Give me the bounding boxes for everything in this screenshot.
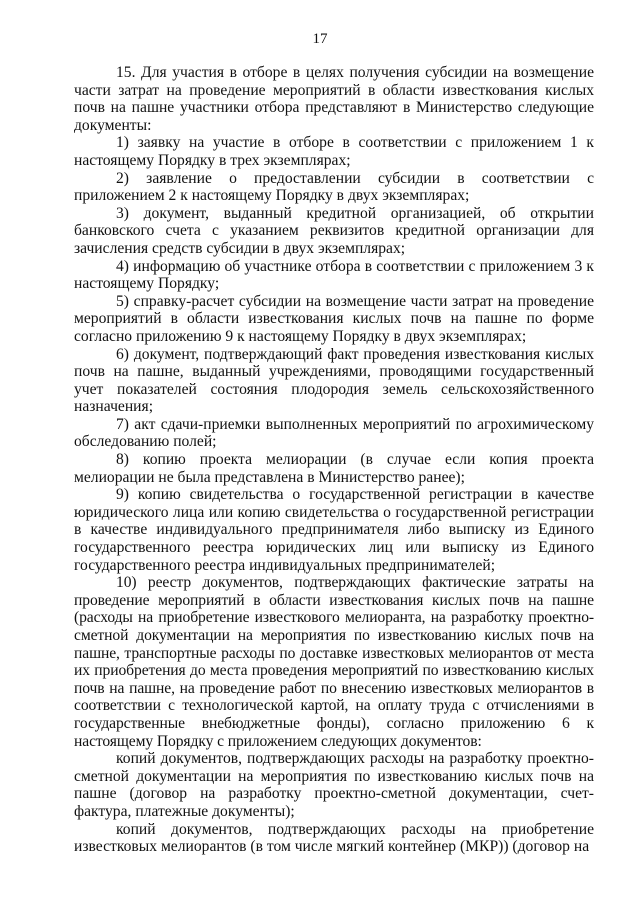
list-item-3: 3) документ, выданный кредитной организацией, об открытии банковского счета с указанием реквизитов кредитной организации для зачисления средств субсидии в двух экземплярах; (74, 204, 594, 257)
list-item-2: 2) заявление о предоставлении субсидии в соответствии с приложением 2 к настоящему Порядку в двух экземплярах; (74, 169, 594, 205)
list-item-6: 6) документ, подтверждающий факт проведения известкования кислых почв на пашне, выданный учреждениями, проводящими государственный учет показателей состояния плодородия земель сельскохозяйственного назначения; (74, 345, 594, 416)
paragraph-15-intro: 15. Для участия в отборе в целях получения субсидии на возмещение части затрат на проведение мероприятий в области известкования кислых почв на пашне участники отбора представляют в Министерство следующие документы: (74, 64, 594, 134)
list-item-8: 8) копию проекта мелиорации (в случае если копия проекта мелиорации не была представлена в Министерство ранее); (74, 451, 594, 486)
sub-item-design-docs: копий документов, подтверждающих расходы на разработку проектно-сметной документации на мероприятия по известкованию кислых почв на пашне (договор на разработку проектно-сметной документации, счет-фактура, платежные документы); (74, 750, 594, 820)
list-item-1: 1) заявку на участие в отборе в соответствии с приложением 1 к настоящему Порядку в трех экземплярах; (74, 134, 594, 169)
list-item-10: 10) реестр документов, подтверждающих фактические затраты на проведение мероприятий в области известкования кислых почв на пашне (расходы на приобретение известкового мелиоранта, на разработку проектно-сметной документации на мероприятия по известкованию кислых почв на пашне, транспортные расходы по доставке известковых мелиорантов от места их приобретения до места проведения мероприятий по известкованию кислых почв на пашне, на проведение работ по внесению известковых мелиорантов в соответствии с технологической картой, на оплату труда с отчислениями в государственные внебюджетные фонды), согласно приложению 6 к настоящему Порядку с приложением следующих документов: (74, 574, 594, 750)
list-item-9: 9) копию свидетельства о государственной регистрации в качестве юридического лица или копию свидетельства о государственной регистрации в качестве индивидуального предпринимателя либо выписку из Единого государственного реестра юридических лиц или выписку из Единого государственного реестра индивидуальных предпринимателей; (74, 486, 594, 574)
sub-item-ameliorant-docs: копий документов, подтверждающих расходы на приобретение известковых мелиорантов (в том числе мягкий контейнер (МКР)) (договор на (74, 820, 594, 856)
list-item-4: 4) информацию об участнике отбора в соответствии с приложением 3 к настоящему Порядку; (74, 257, 594, 293)
list-item-5: 5) справку-расчет субсидии на возмещение части затрат на проведение мероприятий в области известкования кислых почв на пашне по форме согласно приложению 9 к настоящему Порядку в двух экземплярах; (74, 292, 594, 345)
list-item-7: 7) акт сдачи-приемки выполненных мероприятий по агрохимическому обследованию полей; (74, 415, 594, 451)
page-number: 17 (312, 31, 328, 47)
document-body (74, 64, 594, 856)
